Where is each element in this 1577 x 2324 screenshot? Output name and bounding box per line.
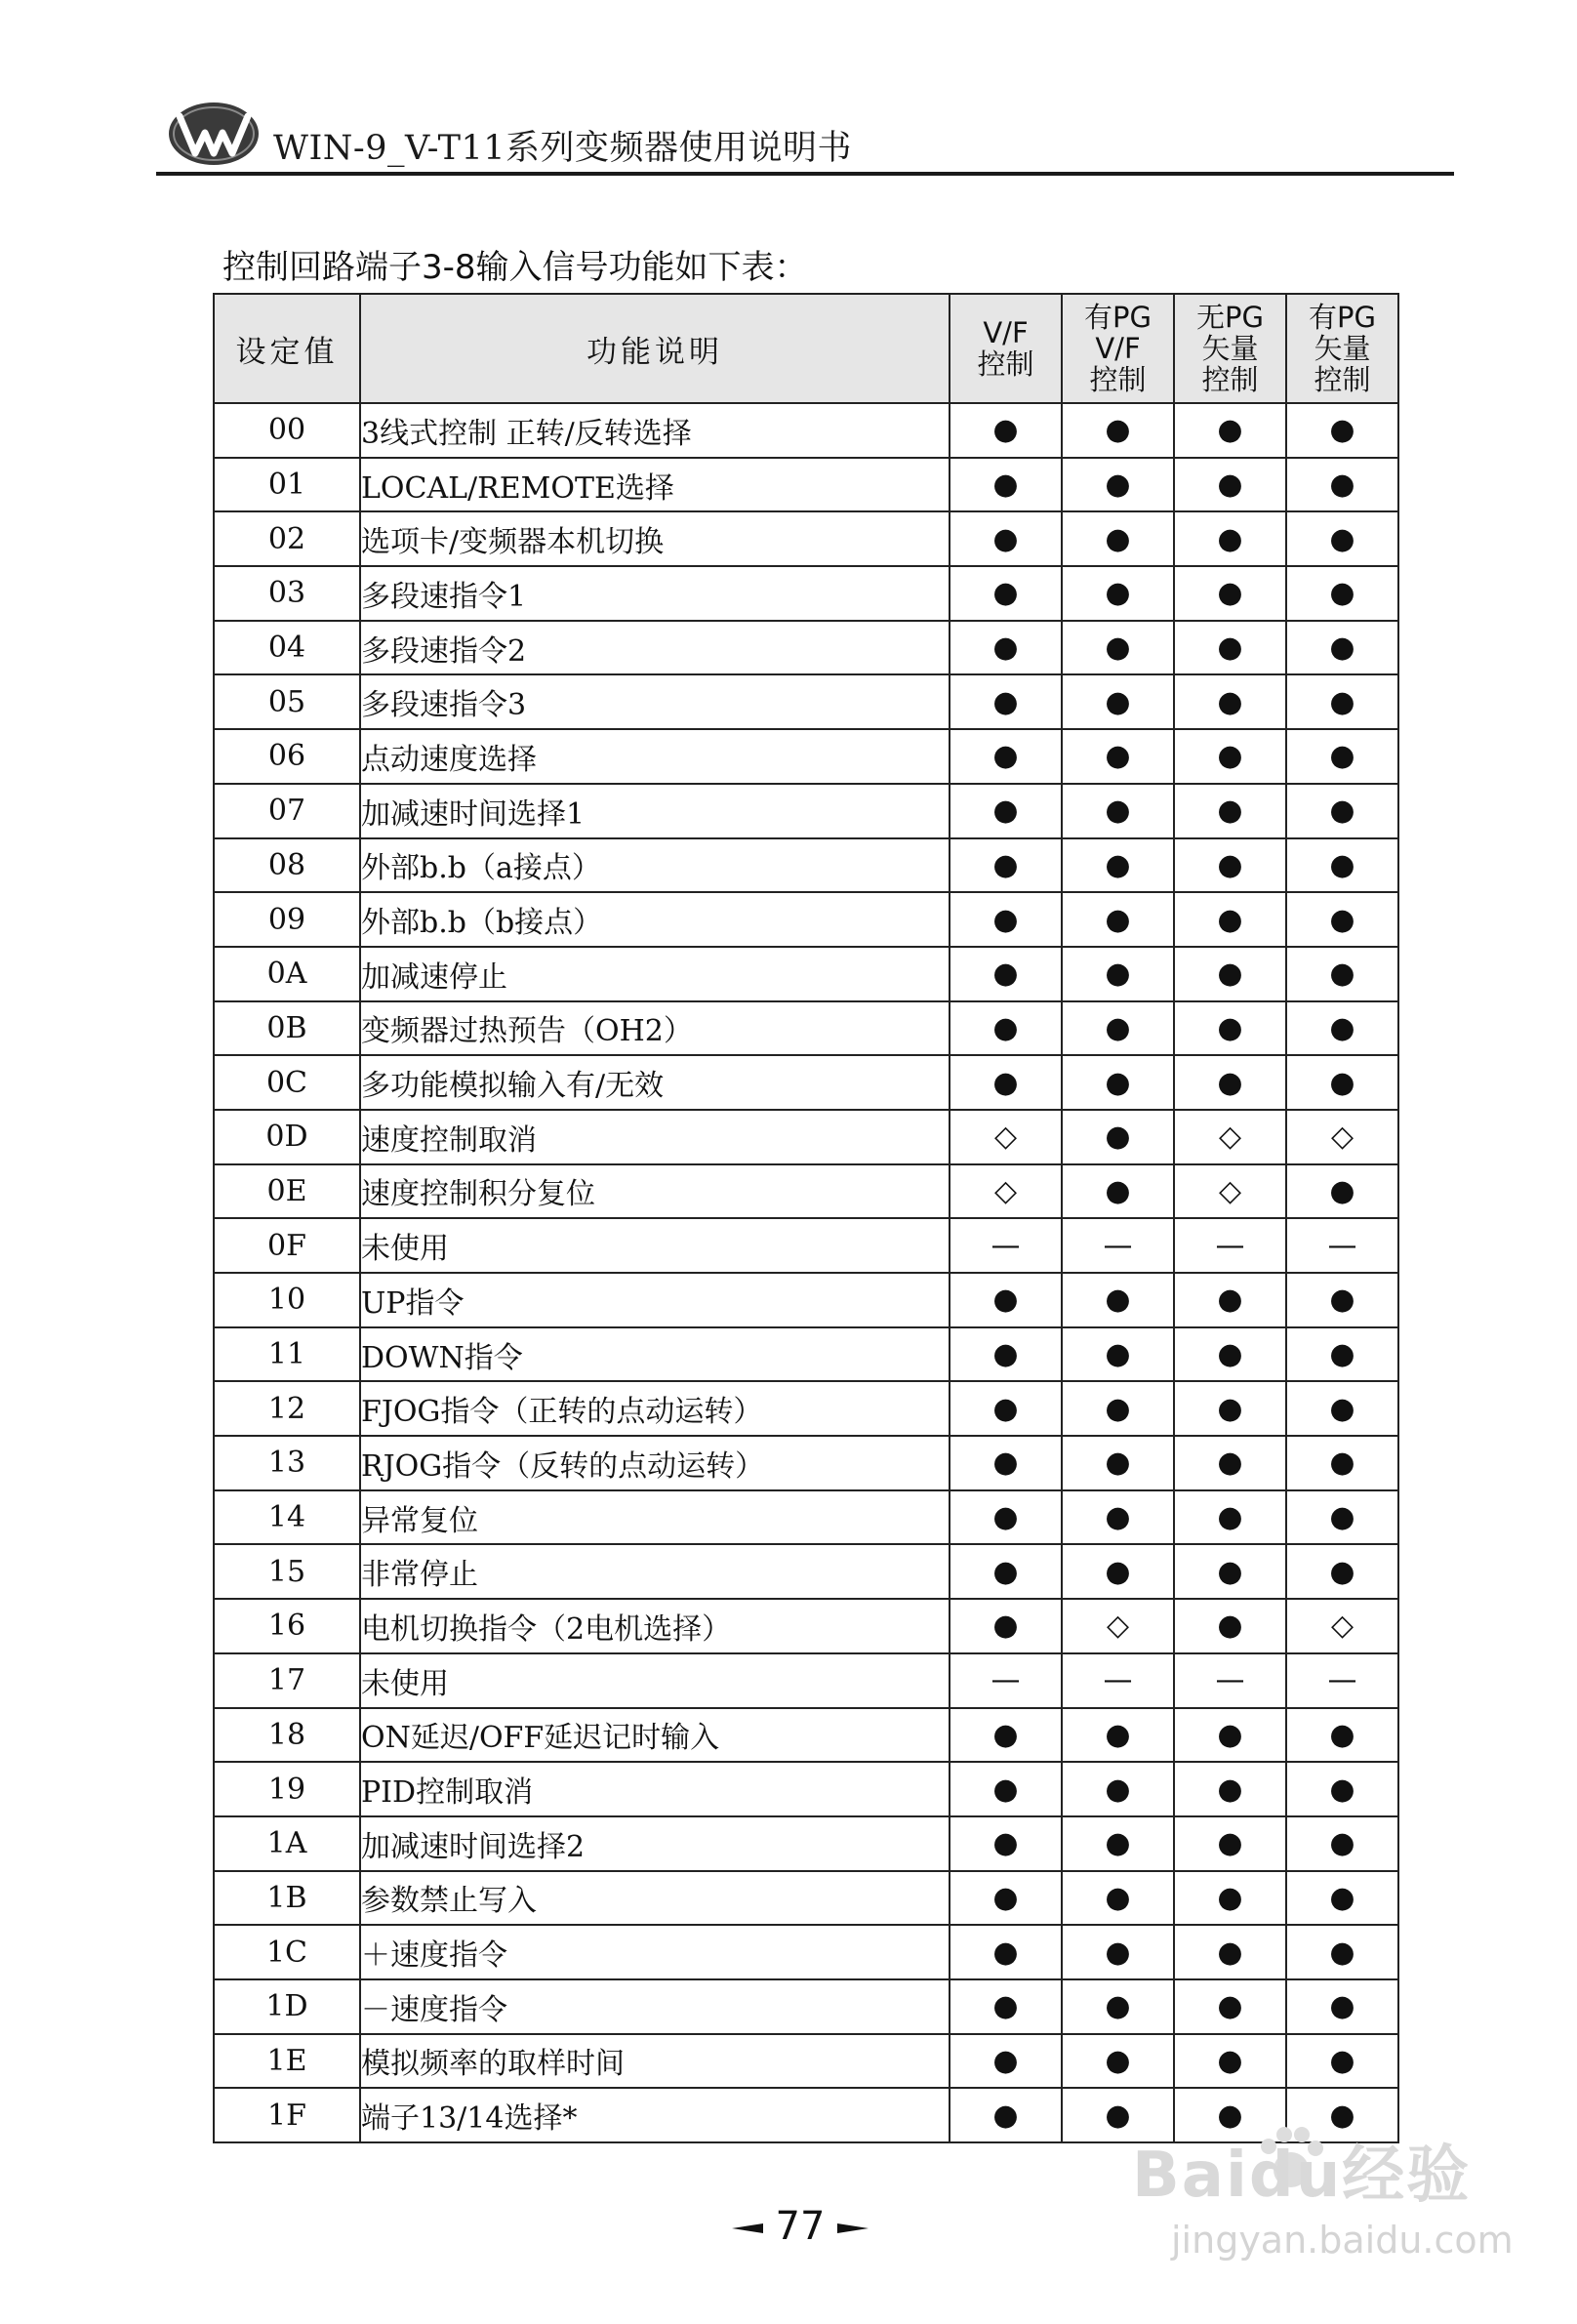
mode-support-mark: ●	[1174, 1599, 1286, 1653]
mode-support-mark: ●	[1174, 621, 1286, 675]
function-description-cell: RJOG指令（反转的点动运转）	[360, 1436, 950, 1490]
mode-support-mark: ●	[1286, 1055, 1398, 1110]
mode-support-mark: ●	[950, 1327, 1062, 1382]
mode-support-mark: ●	[1286, 729, 1398, 784]
function-description-cell: 外部b.b（a接点）	[360, 838, 950, 893]
mode-support-mark: ●	[1174, 1762, 1286, 1816]
function-description-cell: 加减速时间选择1	[360, 784, 950, 838]
watermark-url: jingyan.baidu.com	[1171, 2219, 1514, 2262]
mode-support-mark: ●	[1062, 729, 1174, 784]
mode-support-mark: ●	[950, 511, 1062, 566]
setting-value-cell: 05	[214, 674, 360, 729]
mode-support-mark: ●	[950, 1490, 1062, 1545]
table-row	[214, 1816, 1398, 1871]
page-number	[722, 2204, 878, 2249]
input-function-table	[213, 293, 1399, 2143]
table-row	[214, 892, 1398, 947]
mode-support-mark: ●	[950, 566, 1062, 621]
mode-support-mark: ●	[1286, 1925, 1398, 1979]
table-row	[214, 1925, 1398, 1979]
function-description-cell: 未使用	[360, 1653, 950, 1708]
setting-value-cell: 1B	[214, 1871, 360, 1926]
mode-support-mark: ●	[1062, 1762, 1174, 1816]
mode-support-mark: —	[1174, 1218, 1286, 1273]
mode-support-mark: ●	[1062, 1055, 1174, 1110]
mode-support-mark: ●	[950, 1979, 1062, 2034]
table-row	[214, 1653, 1398, 1708]
mode-support-mark: ●	[1174, 1055, 1286, 1110]
mode-support-mark: ◇	[1062, 1599, 1174, 1653]
header-setting-value: 设定值	[214, 294, 360, 403]
setting-value-cell: 07	[214, 784, 360, 838]
mode-support-mark: ●	[1174, 784, 1286, 838]
page-header	[156, 96, 1454, 176]
table-header-row	[214, 294, 1398, 403]
function-description-cell: 多功能模拟输入有/无效	[360, 1055, 950, 1110]
mode-support-mark: ●	[1062, 1273, 1174, 1327]
mode-support-mark: ●	[950, 458, 1062, 512]
table-row	[214, 1001, 1398, 1056]
setting-value-cell: 0E	[214, 1164, 360, 1219]
mode-support-mark: ●	[1174, 1001, 1286, 1056]
page-number-value: 77	[775, 2204, 826, 2249]
function-description-cell: 加减速停止	[360, 947, 950, 1001]
table-row	[214, 1762, 1398, 1816]
header-divider	[156, 172, 1454, 176]
table-row	[214, 458, 1398, 512]
mode-support-mark: ●	[1174, 1871, 1286, 1926]
mode-support-mark: ●	[1062, 947, 1174, 1001]
mode-support-mark: ●	[1174, 1816, 1286, 1871]
mode-support-mark: ◇	[950, 1164, 1062, 1219]
mode-support-mark: ●	[1286, 403, 1398, 458]
mode-support-mark: ●	[1174, 1979, 1286, 2034]
setting-value-cell: 0F	[214, 1218, 360, 1273]
function-description-cell: PID控制取消	[360, 1762, 950, 1816]
setting-value-cell: 14	[214, 1490, 360, 1545]
setting-value-cell: 19	[214, 1762, 360, 1816]
table-row	[214, 1273, 1398, 1327]
setting-value-cell: 06	[214, 729, 360, 784]
function-description-cell: FJOG指令（正转的点动运转）	[360, 1381, 950, 1436]
table-row	[214, 1164, 1398, 1219]
setting-value-cell: 18	[214, 1708, 360, 1763]
header-sensorless-vector-control: 无PG 矢量 控制	[1174, 294, 1286, 403]
table-row	[214, 729, 1398, 784]
table-row	[214, 1708, 1398, 1763]
mode-support-mark: ●	[1286, 1436, 1398, 1490]
mode-support-mark: ●	[1174, 838, 1286, 893]
winner-w-logo-icon	[166, 100, 262, 168]
table-row	[214, 1490, 1398, 1545]
mode-support-mark: ●	[1174, 729, 1286, 784]
mode-support-mark: ●	[1286, 1164, 1398, 1219]
mode-support-mark: ●	[1174, 1273, 1286, 1327]
setting-value-cell: 02	[214, 511, 360, 566]
function-description-cell: 点动速度选择	[360, 729, 950, 784]
mode-support-mark: ●	[950, 2088, 1062, 2142]
mode-support-mark: ●	[1062, 1925, 1174, 1979]
mode-support-mark: ●	[950, 1708, 1062, 1763]
mode-support-mark: ●	[1174, 1708, 1286, 1763]
mode-support-mark: ●	[1174, 1381, 1286, 1436]
setting-value-cell: 1A	[214, 1816, 360, 1871]
setting-value-cell: 10	[214, 1273, 360, 1327]
table-row	[214, 566, 1398, 621]
table-row	[214, 403, 1398, 458]
mode-support-mark: ●	[950, 1816, 1062, 1871]
header-function-description: 功能说明	[360, 294, 950, 403]
function-description-cell: 速度控制取消	[360, 1110, 950, 1164]
mode-support-mark: —	[1286, 1218, 1398, 1273]
function-description-cell: DOWN指令	[360, 1327, 950, 1382]
mode-support-mark: —	[950, 1218, 1062, 1273]
left-arrow-icon	[732, 2222, 763, 2235]
function-description-cell: ＋速度指令	[360, 1925, 950, 1979]
mode-support-mark: ●	[950, 1055, 1062, 1110]
mode-support-mark: ●	[1062, 1979, 1174, 2034]
table-row	[214, 621, 1398, 675]
mode-support-mark: ●	[1174, 1327, 1286, 1382]
table-row	[214, 1055, 1398, 1110]
table-row	[214, 1218, 1398, 1273]
mode-support-mark: ●	[1286, 1762, 1398, 1816]
mode-support-mark: ●	[950, 2034, 1062, 2089]
function-description-cell: 多段速指令1	[360, 566, 950, 621]
mode-support-mark: ●	[1062, 892, 1174, 947]
table-row	[214, 1327, 1398, 1382]
function-description-cell: ON延迟/OFF延迟记时输入	[360, 1708, 950, 1763]
function-description-cell: 选项卡/变频器本机切换	[360, 511, 950, 566]
mode-support-mark: ●	[950, 1599, 1062, 1653]
mode-support-mark: ◇	[1174, 1110, 1286, 1164]
setting-value-cell: 11	[214, 1327, 360, 1382]
mode-support-mark: ●	[1174, 458, 1286, 512]
mode-support-mark: ●	[1062, 458, 1174, 512]
mode-support-mark: ●	[1286, 947, 1398, 1001]
function-description-cell: 速度控制积分复位	[360, 1164, 950, 1219]
mode-support-mark: —	[1174, 1653, 1286, 1708]
mode-support-mark: ●	[1286, 1871, 1398, 1926]
setting-value-cell: 1F	[214, 2088, 360, 2142]
mode-support-mark: ●	[1174, 403, 1286, 458]
mode-support-mark: ●	[1174, 1925, 1286, 1979]
mode-support-mark: ●	[1174, 1490, 1286, 1545]
mode-support-mark: ●	[1286, 892, 1398, 947]
mode-support-mark: ●	[950, 1436, 1062, 1490]
mode-support-mark: ●	[1174, 1436, 1286, 1490]
setting-value-cell: 0D	[214, 1110, 360, 1164]
mode-support-mark: ●	[1286, 784, 1398, 838]
mode-support-mark: ●	[1062, 1436, 1174, 1490]
mode-support-mark: ●	[1286, 566, 1398, 621]
watermark-brand: Baidu经验	[1132, 2140, 1472, 2212]
mode-support-mark: ●	[1286, 1381, 1398, 1436]
table-row	[214, 784, 1398, 838]
mode-support-mark: ●	[1062, 1871, 1174, 1926]
mode-support-mark: ●	[1286, 1490, 1398, 1545]
mode-support-mark: ●	[950, 729, 1062, 784]
mode-support-mark: ●	[1062, 566, 1174, 621]
setting-value-cell: 13	[214, 1436, 360, 1490]
mode-support-mark: ●	[1062, 1490, 1174, 1545]
mode-support-mark: —	[1062, 1218, 1174, 1273]
setting-value-cell: 12	[214, 1381, 360, 1436]
table-row	[214, 1599, 1398, 1653]
mode-support-mark: —	[950, 1653, 1062, 1708]
table-row	[214, 1979, 1398, 2034]
mode-support-mark: ●	[1062, 2088, 1174, 2142]
table-row	[214, 1544, 1398, 1599]
mode-support-mark: ●	[1062, 511, 1174, 566]
mode-support-mark: ◇	[1174, 1164, 1286, 1219]
mode-support-mark: ●	[950, 1001, 1062, 1056]
manual-title: WIN-9_V-T11系列变频器使用说明书	[273, 129, 853, 168]
table-body	[214, 403, 1398, 2142]
mode-support-mark: ●	[950, 674, 1062, 729]
baidu-watermark	[1132, 2113, 1522, 2308]
mode-support-mark: ●	[1174, 674, 1286, 729]
mode-support-mark: ●	[1286, 1327, 1398, 1382]
mode-support-mark: ●	[950, 1762, 1062, 1816]
mode-support-mark: ●	[950, 1381, 1062, 1436]
setting-value-cell: 15	[214, 1544, 360, 1599]
mode-support-mark: ●	[1062, 838, 1174, 893]
table-row	[214, 1381, 1398, 1436]
function-description-cell: 3线式控制 正转/反转选择	[360, 403, 950, 458]
mode-support-mark: ●	[1174, 892, 1286, 947]
mode-support-mark: ◇	[1286, 1599, 1398, 1653]
mode-support-mark: ●	[1062, 403, 1174, 458]
setting-value-cell: 0A	[214, 947, 360, 1001]
setting-value-cell: 09	[214, 892, 360, 947]
mode-support-mark: ●	[1286, 511, 1398, 566]
table-row	[214, 511, 1398, 566]
mode-support-mark: ●	[950, 947, 1062, 1001]
table-row	[214, 674, 1398, 729]
mode-support-mark: ●	[1174, 2088, 1286, 2142]
right-arrow-icon	[837, 2222, 869, 2235]
mode-support-mark: ●	[1174, 1544, 1286, 1599]
setting-value-cell: 17	[214, 1653, 360, 1708]
mode-support-mark: ●	[950, 892, 1062, 947]
function-description-cell: 外部b.b（b接点）	[360, 892, 950, 947]
mode-support-mark: ◇	[1286, 1110, 1398, 1164]
mode-support-mark: ●	[950, 1925, 1062, 1979]
mode-support-mark: ●	[950, 403, 1062, 458]
function-description-cell: UP指令	[360, 1273, 950, 1327]
mode-support-mark: ●	[1286, 621, 1398, 675]
table-row	[214, 947, 1398, 1001]
function-description-cell: 变频器过热预告（OH2）	[360, 1001, 950, 1056]
function-description-cell: 端子13/14选择*	[360, 2088, 950, 2142]
mode-support-mark: ●	[1286, 458, 1398, 512]
function-description-cell: LOCAL/REMOTE选择	[360, 458, 950, 512]
mode-support-mark: ●	[1062, 784, 1174, 838]
setting-value-cell: 03	[214, 566, 360, 621]
mode-support-mark: ●	[1062, 674, 1174, 729]
setting-value-cell: 08	[214, 838, 360, 893]
mode-support-mark: —	[1062, 1653, 1174, 1708]
setting-value-cell: 16	[214, 1599, 360, 1653]
header-vf-control: V/F 控制	[950, 294, 1062, 403]
setting-value-cell: 01	[214, 458, 360, 512]
mode-support-mark: ●	[1286, 1708, 1398, 1763]
table-row	[214, 1871, 1398, 1926]
mode-support-mark: ●	[1062, 1001, 1174, 1056]
table-row	[214, 2034, 1398, 2089]
mode-support-mark: ●	[1062, 1164, 1174, 1219]
mode-support-mark: ●	[1062, 1544, 1174, 1599]
section-intro: 控制回路端子3-8输入信号功能如下表：	[222, 248, 808, 287]
mode-support-mark: ●	[1286, 1816, 1398, 1871]
mode-support-mark: ●	[1062, 2034, 1174, 2089]
header-pg-vf-control: 有PG V/F 控制	[1062, 294, 1174, 403]
mode-support-mark: ●	[950, 784, 1062, 838]
mode-support-mark: ●	[1286, 1001, 1398, 1056]
mode-support-mark: ●	[950, 1871, 1062, 1926]
setting-value-cell: 04	[214, 621, 360, 675]
mode-support-mark: ●	[1286, 1273, 1398, 1327]
mode-support-mark: ●	[1062, 621, 1174, 675]
mode-support-mark: ●	[1286, 674, 1398, 729]
mode-support-mark: ●	[1286, 2034, 1398, 2089]
function-description-cell: 加减速时间选择2	[360, 1816, 950, 1871]
mode-support-mark: ●	[950, 1273, 1062, 1327]
table-row	[214, 838, 1398, 893]
function-description-cell: 多段速指令2	[360, 621, 950, 675]
mode-support-mark: ●	[1286, 1979, 1398, 2034]
mode-support-mark: ●	[1062, 1816, 1174, 1871]
mode-support-mark: ●	[1286, 2088, 1398, 2142]
setting-value-cell: 1D	[214, 1979, 360, 2034]
table-row	[214, 1436, 1398, 1490]
mode-support-mark: —	[1286, 1653, 1398, 1708]
function-description-cell: 参数禁止写入	[360, 1871, 950, 1926]
function-description-cell: －速度指令	[360, 1979, 950, 2034]
mode-support-mark: ●	[1174, 566, 1286, 621]
header-pg-vector-control: 有PG 矢量 控制	[1286, 294, 1398, 403]
setting-value-cell: 00	[214, 403, 360, 458]
mode-support-mark: ●	[1286, 1544, 1398, 1599]
mode-support-mark: ●	[950, 1544, 1062, 1599]
function-description-cell: 异常复位	[360, 1490, 950, 1545]
function-description-cell: 非常停止	[360, 1544, 950, 1599]
setting-value-cell: 0C	[214, 1055, 360, 1110]
mode-support-mark: ◇	[950, 1110, 1062, 1164]
mode-support-mark: ●	[1286, 838, 1398, 893]
mode-support-mark: ●	[1062, 1381, 1174, 1436]
function-description-cell: 模拟频率的取样时间	[360, 2034, 950, 2089]
mode-support-mark: ●	[1062, 1327, 1174, 1382]
mode-support-mark: ●	[950, 621, 1062, 675]
mode-support-mark: ●	[1062, 1110, 1174, 1164]
setting-value-cell: 0B	[214, 1001, 360, 1056]
setting-value-cell: 1E	[214, 2034, 360, 2089]
function-description-cell: 未使用	[360, 1218, 950, 1273]
mode-support-mark: ●	[1174, 511, 1286, 566]
function-description-cell: 多段速指令3	[360, 674, 950, 729]
mode-support-mark: ●	[1062, 1708, 1174, 1763]
mode-support-mark: ●	[1174, 947, 1286, 1001]
mode-support-mark: ●	[1174, 2034, 1286, 2089]
function-description-cell: 电机切换指令（2电机选择）	[360, 1599, 950, 1653]
setting-value-cell: 1C	[214, 1925, 360, 1979]
table-row	[214, 1110, 1398, 1164]
mode-support-mark: ●	[950, 838, 1062, 893]
